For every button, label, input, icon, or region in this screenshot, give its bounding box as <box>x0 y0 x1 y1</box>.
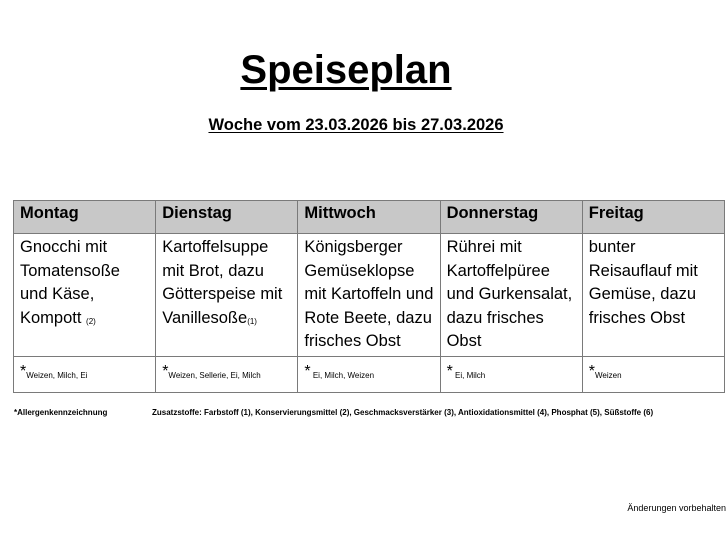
additive-ref: (2) <box>86 316 96 326</box>
asterisk-icon: * <box>20 363 27 380</box>
week-range: Woche vom 23.03.2026 bis 27.03.2026 <box>208 116 504 134</box>
additives-legend: Zusatzstoffe: Farbstoff (1), Konservierungsmittel (2), Geschmacksverstärker (3), Antioxidationsmittel (4), Phosphat (5), Süßstoffe (6) <box>152 408 654 417</box>
additive-ref: (1) <box>247 316 257 326</box>
disclaimer: Änderungen vorbehalten <box>627 503 726 513</box>
day-header-monday: Montag <box>14 201 156 234</box>
allergen-cell-wednesday: * Ei, Milch, Weizen <box>298 357 440 393</box>
asterisk-icon: * <box>446 363 453 380</box>
meal-cell-friday: bunter Reisauflauf mit Gemüse, dazu frisches Obst <box>582 234 724 357</box>
meal-row <box>14 234 725 357</box>
allergen-row <box>14 357 725 393</box>
day-header-tuesday: Dienstag <box>156 201 298 234</box>
meal-cell-monday: Gnocchi mit Tomatensoße und Käse, Kompott (2) <box>14 234 156 357</box>
asterisk-icon: * <box>588 363 595 380</box>
meal-cell-thursday: Rührei mit Kartoffelpüree und Gurkensalat, dazu frisches Obst <box>440 234 582 357</box>
meal-cell-wednesday: Königsberger Gemüseklopse mit Kartoffeln und Rote Beete, dazu frisches Obst <box>298 234 440 357</box>
table-header-row <box>14 201 725 234</box>
meal-cell-tuesday: Kartoffelsuppe mit Brot, dazu Götterspeise mit Vanillesoße(1) <box>156 234 298 357</box>
allergen-cell-monday: *Weizen, Milch, Ei <box>14 357 156 393</box>
asterisk-icon: * <box>162 363 169 380</box>
menu-table <box>13 200 725 393</box>
allergen-cell-friday: *Weizen <box>582 357 724 393</box>
day-header-thursday: Donnerstag <box>440 201 582 234</box>
allergen-legend: *Allergenkennzeichnung <box>14 408 108 417</box>
day-header-friday: Freitag <box>582 201 724 234</box>
day-header-wednesday: Mittwoch <box>298 201 440 234</box>
allergen-cell-tuesday: *Weizen, Sellerie, Ei, Milch <box>156 357 298 393</box>
page-title: Speiseplan <box>240 48 452 92</box>
asterisk-icon: * <box>304 363 311 380</box>
allergen-cell-thursday: * Ei, Milch <box>440 357 582 393</box>
